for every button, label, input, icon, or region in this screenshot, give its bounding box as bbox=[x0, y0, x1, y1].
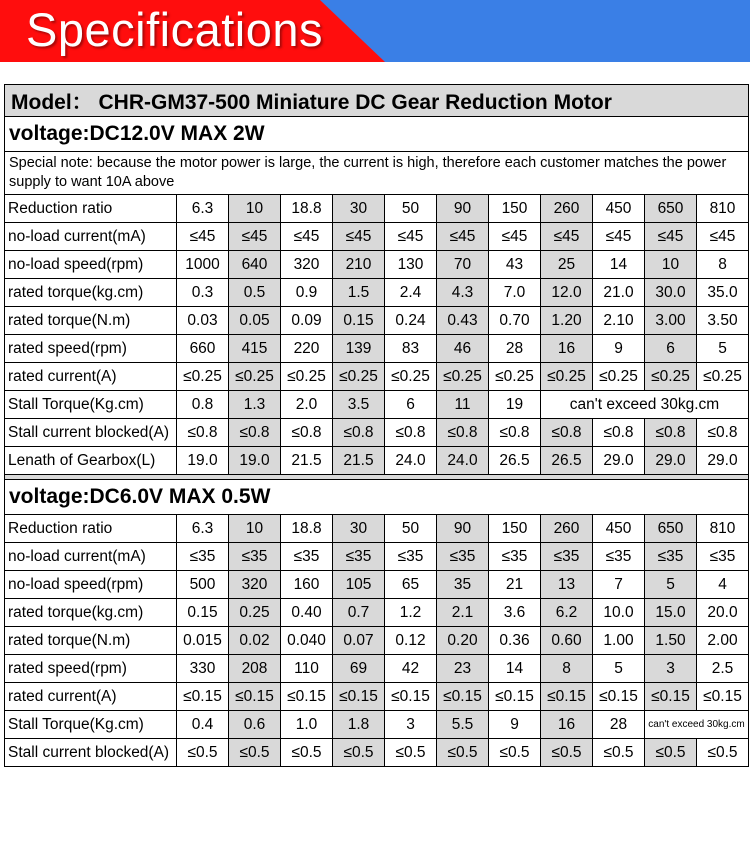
spec-label: no-load current(mA) bbox=[5, 543, 177, 571]
spec-value: 450 bbox=[593, 515, 645, 543]
spec-value: ≤35 bbox=[645, 543, 697, 571]
spec-label: rated torque(kg.cm) bbox=[5, 279, 177, 307]
spec-value: 2.5 bbox=[697, 655, 749, 683]
spec-value: 0.07 bbox=[333, 627, 385, 655]
spec-value: ≤0.15 bbox=[281, 683, 333, 711]
spec-value: 15.0 bbox=[645, 599, 697, 627]
spec-value: 6 bbox=[645, 335, 697, 363]
spec-value: 19 bbox=[489, 391, 541, 419]
spec-value: 50 bbox=[385, 515, 437, 543]
spec-value: ≤35 bbox=[437, 543, 489, 571]
spec-value: ≤0.15 bbox=[541, 683, 593, 711]
spec-value: 16 bbox=[541, 711, 593, 739]
spec-label: no-load speed(rpm) bbox=[5, 571, 177, 599]
spec-value: ≤0.8 bbox=[177, 419, 229, 447]
spec-value: 21.5 bbox=[281, 447, 333, 475]
spec-value: 35 bbox=[437, 571, 489, 599]
spec-value: ≤45 bbox=[385, 223, 437, 251]
spec-value: 0.15 bbox=[333, 307, 385, 335]
spec-row bbox=[5, 391, 749, 419]
spec-value: 65 bbox=[385, 571, 437, 599]
spec-row bbox=[5, 419, 749, 447]
spec-value: 6.2 bbox=[541, 599, 593, 627]
spec-value: ≤0.8 bbox=[437, 419, 489, 447]
spec-label: Reduction ratio bbox=[5, 515, 177, 543]
spec-value: ≤35 bbox=[541, 543, 593, 571]
spec-value: 28 bbox=[593, 711, 645, 739]
spec-value: 0.040 bbox=[281, 627, 333, 655]
spec-value: ≤0.25 bbox=[437, 363, 489, 391]
spec-value: ≤0.8 bbox=[385, 419, 437, 447]
spec-value: ≤45 bbox=[541, 223, 593, 251]
spec-value: ≤0.8 bbox=[281, 419, 333, 447]
spec-value: 130 bbox=[385, 251, 437, 279]
spec-row bbox=[5, 307, 749, 335]
spec-value: 26.5 bbox=[541, 447, 593, 475]
spec-value: 0.09 bbox=[281, 307, 333, 335]
spec-label: Stall current blocked(A) bbox=[5, 739, 177, 767]
spec-value: 1.20 bbox=[541, 307, 593, 335]
spec-value: 0.24 bbox=[385, 307, 437, 335]
spec-value: 28 bbox=[489, 335, 541, 363]
spec-row bbox=[5, 447, 749, 475]
spec-value: 90 bbox=[437, 195, 489, 223]
spec-value: 0.12 bbox=[385, 627, 437, 655]
spec-value: 320 bbox=[229, 571, 281, 599]
spec-value: 3 bbox=[385, 711, 437, 739]
spec-value: ≤0.25 bbox=[177, 363, 229, 391]
spec-label: rated speed(rpm) bbox=[5, 655, 177, 683]
spec-value: 5.5 bbox=[437, 711, 489, 739]
spec-value: 160 bbox=[281, 571, 333, 599]
spec-value: 660 bbox=[177, 335, 229, 363]
spec-value: ≤0.15 bbox=[489, 683, 541, 711]
spec-value: 1.50 bbox=[645, 627, 697, 655]
spec-value: ≤0.8 bbox=[645, 419, 697, 447]
spec-row bbox=[5, 739, 749, 767]
spec-value: ≤0.25 bbox=[645, 363, 697, 391]
spec-value: ≤0.15 bbox=[177, 683, 229, 711]
spec-value: 0.9 bbox=[281, 279, 333, 307]
spec-value: 0.02 bbox=[229, 627, 281, 655]
spec-value: 14 bbox=[489, 655, 541, 683]
spec-value: ≤0.25 bbox=[697, 363, 749, 391]
spec-value: 0.8 bbox=[177, 391, 229, 419]
note-row bbox=[5, 152, 749, 195]
spec-value: ≤0.15 bbox=[437, 683, 489, 711]
spec-row bbox=[5, 515, 749, 543]
spec-value: 210 bbox=[333, 251, 385, 279]
spec-value: 320 bbox=[281, 251, 333, 279]
spec-value: ≤35 bbox=[281, 543, 333, 571]
spec-value: ≤35 bbox=[385, 543, 437, 571]
spec-value: 105 bbox=[333, 571, 385, 599]
spec-value: 1.0 bbox=[281, 711, 333, 739]
spec-value: 25 bbox=[541, 251, 593, 279]
spec-value: 16 bbox=[541, 335, 593, 363]
spec-label: Lenath of Gearbox(L) bbox=[5, 447, 177, 475]
spec-value: ≤0.25 bbox=[333, 363, 385, 391]
spec-value: ≤45 bbox=[437, 223, 489, 251]
spec-row bbox=[5, 655, 749, 683]
spec-value: 19.0 bbox=[229, 447, 281, 475]
spec-value: ≤0.15 bbox=[697, 683, 749, 711]
spec-label: rated torque(N.m) bbox=[5, 307, 177, 335]
spec-value: 46 bbox=[437, 335, 489, 363]
spec-value: ≤45 bbox=[229, 223, 281, 251]
spec-value: 0.15 bbox=[177, 599, 229, 627]
spec-value: 3.5 bbox=[333, 391, 385, 419]
spec-value: 3.6 bbox=[489, 599, 541, 627]
spec-value: ≤0.15 bbox=[333, 683, 385, 711]
spec-value: 6 bbox=[385, 391, 437, 419]
spec-value: 69 bbox=[333, 655, 385, 683]
spec-value: 0.5 bbox=[229, 279, 281, 307]
spec-value: ≤0.5 bbox=[593, 739, 645, 767]
spec-value: 1.00 bbox=[593, 627, 645, 655]
spec-value: 4 bbox=[697, 571, 749, 599]
spec-value: ≤0.5 bbox=[697, 739, 749, 767]
specifications-banner bbox=[0, 0, 750, 62]
spec-label: no-load current(mA) bbox=[5, 223, 177, 251]
spec-value: 29.0 bbox=[697, 447, 749, 475]
spec-label: rated speed(rpm) bbox=[5, 335, 177, 363]
spec-label: Stall Torque(Kg.cm) bbox=[5, 711, 177, 739]
spec-value: 0.015 bbox=[177, 627, 229, 655]
spec-value: 8 bbox=[697, 251, 749, 279]
spec-value: ≤45 bbox=[697, 223, 749, 251]
spec-value: ≤35 bbox=[489, 543, 541, 571]
spec-value-span: can't exceed 30kg.cm bbox=[541, 391, 749, 419]
spec-value: 10.0 bbox=[593, 599, 645, 627]
spec-value: ≤45 bbox=[489, 223, 541, 251]
spec-value: 11 bbox=[437, 391, 489, 419]
spec-value: ≤35 bbox=[177, 543, 229, 571]
spec-value: 2.1 bbox=[437, 599, 489, 627]
spec-value: ≤0.8 bbox=[229, 419, 281, 447]
spec-value: 1000 bbox=[177, 251, 229, 279]
spec-value: 14 bbox=[593, 251, 645, 279]
spec-value: 24.0 bbox=[385, 447, 437, 475]
spec-value: 6.3 bbox=[177, 195, 229, 223]
spec-value: ≤45 bbox=[177, 223, 229, 251]
spec-row bbox=[5, 335, 749, 363]
spec-value: ≤0.5 bbox=[385, 739, 437, 767]
spec-value: ≤0.5 bbox=[281, 739, 333, 767]
spec-value: 9 bbox=[593, 335, 645, 363]
spec-value: ≤45 bbox=[333, 223, 385, 251]
special-note: Special note: because the motor power is large, the current is high, therefore each customer matches the power supply to want 10A above bbox=[5, 152, 749, 195]
spec-row bbox=[5, 363, 749, 391]
spec-value: 640 bbox=[229, 251, 281, 279]
spec-value: ≤0.8 bbox=[541, 419, 593, 447]
spec-value: 0.03 bbox=[177, 307, 229, 335]
spec-value: 0.7 bbox=[333, 599, 385, 627]
spec-value: 0.43 bbox=[437, 307, 489, 335]
spec-value: 29.0 bbox=[645, 447, 697, 475]
spec-value: 450 bbox=[593, 195, 645, 223]
spec-value: 21.0 bbox=[593, 279, 645, 307]
spec-value: ≤0.25 bbox=[281, 363, 333, 391]
spec-value: ≤35 bbox=[593, 543, 645, 571]
spec-value: ≤0.5 bbox=[645, 739, 697, 767]
spec-value: 26.5 bbox=[489, 447, 541, 475]
spec-value: 12.0 bbox=[541, 279, 593, 307]
spec-label: Stall Torque(Kg.cm) bbox=[5, 391, 177, 419]
spec-value: can't exceed 30kg.cm bbox=[645, 711, 749, 739]
spec-value: 5 bbox=[697, 335, 749, 363]
spec-value: ≤0.15 bbox=[229, 683, 281, 711]
spec-value: 13 bbox=[541, 571, 593, 599]
spec-row bbox=[5, 683, 749, 711]
spec-value: 10 bbox=[229, 195, 281, 223]
spec-value: 18.8 bbox=[281, 515, 333, 543]
spec-value: 139 bbox=[333, 335, 385, 363]
spec-value: 415 bbox=[229, 335, 281, 363]
banner-title: Specifications bbox=[26, 3, 323, 56]
spec-value: 8 bbox=[541, 655, 593, 683]
spec-value: ≤0.25 bbox=[593, 363, 645, 391]
spec-value: 150 bbox=[489, 195, 541, 223]
spec-value: 0.60 bbox=[541, 627, 593, 655]
spec-value: 35.0 bbox=[697, 279, 749, 307]
spec-value: ≤0.5 bbox=[541, 739, 593, 767]
spec-value: 650 bbox=[645, 515, 697, 543]
spec-value: 50 bbox=[385, 195, 437, 223]
spec-value: ≤45 bbox=[593, 223, 645, 251]
spec-row bbox=[5, 195, 749, 223]
spec-value: 10 bbox=[645, 251, 697, 279]
spec-value: 1.3 bbox=[229, 391, 281, 419]
spec-row bbox=[5, 223, 749, 251]
spec-value: 2.00 bbox=[697, 627, 749, 655]
spec-value: ≤0.25 bbox=[489, 363, 541, 391]
spec-value: 3 bbox=[645, 655, 697, 683]
spec-value: 0.20 bbox=[437, 627, 489, 655]
spec-value: 21.5 bbox=[333, 447, 385, 475]
spec-value: 0.40 bbox=[281, 599, 333, 627]
spec-row bbox=[5, 599, 749, 627]
spec-value: 29.0 bbox=[593, 447, 645, 475]
spec-table bbox=[4, 84, 749, 767]
spec-label: rated current(A) bbox=[5, 363, 177, 391]
spec-value: 150 bbox=[489, 515, 541, 543]
spec-value: ≤0.5 bbox=[437, 739, 489, 767]
spec-value: 7 bbox=[593, 571, 645, 599]
spec-value: 3.50 bbox=[697, 307, 749, 335]
spec-value: ≤35 bbox=[333, 543, 385, 571]
spec-value: 3.00 bbox=[645, 307, 697, 335]
spec-value: 1.8 bbox=[333, 711, 385, 739]
spec-value: ≤0.8 bbox=[333, 419, 385, 447]
spec-value: ≤0.25 bbox=[229, 363, 281, 391]
spec-value: 0.25 bbox=[229, 599, 281, 627]
spec-value: ≤35 bbox=[229, 543, 281, 571]
spec-value: ≤0.15 bbox=[593, 683, 645, 711]
spec-row bbox=[5, 543, 749, 571]
spec-value: 810 bbox=[697, 515, 749, 543]
voltage-row bbox=[5, 480, 749, 515]
spec-value: 9 bbox=[489, 711, 541, 739]
spec-value: ≤0.25 bbox=[385, 363, 437, 391]
spec-label: Stall current blocked(A) bbox=[5, 419, 177, 447]
spec-value: 18.8 bbox=[281, 195, 333, 223]
spec-value: 20.0 bbox=[697, 599, 749, 627]
spec-value: 42 bbox=[385, 655, 437, 683]
spec-value: 23 bbox=[437, 655, 489, 683]
spec-row bbox=[5, 711, 749, 739]
spec-value: 650 bbox=[645, 195, 697, 223]
spec-value: 0.36 bbox=[489, 627, 541, 655]
spec-label: rated current(A) bbox=[5, 683, 177, 711]
spec-label: rated torque(kg.cm) bbox=[5, 599, 177, 627]
spec-value: ≤0.5 bbox=[177, 739, 229, 767]
spec-row bbox=[5, 279, 749, 307]
spec-value: ≤45 bbox=[281, 223, 333, 251]
spec-value: 7.0 bbox=[489, 279, 541, 307]
spec-value: ≤0.15 bbox=[385, 683, 437, 711]
spec-value: 500 bbox=[177, 571, 229, 599]
spec-value: 30 bbox=[333, 515, 385, 543]
spec-value: ≤0.25 bbox=[541, 363, 593, 391]
spec-value: 90 bbox=[437, 515, 489, 543]
spec-value: ≤35 bbox=[697, 543, 749, 571]
spec-row bbox=[5, 571, 749, 599]
voltage-heading: voltage:DC12.0V MAX 2W bbox=[5, 117, 749, 152]
voltage-row bbox=[5, 117, 749, 152]
spec-value: 5 bbox=[645, 571, 697, 599]
spec-value: 110 bbox=[281, 655, 333, 683]
spec-label: no-load speed(rpm) bbox=[5, 251, 177, 279]
spec-value: ≤0.8 bbox=[593, 419, 645, 447]
spec-value: ≤0.8 bbox=[489, 419, 541, 447]
spec-label: rated torque(N.m) bbox=[5, 627, 177, 655]
spec-value: ≤45 bbox=[645, 223, 697, 251]
spec-value: 0.70 bbox=[489, 307, 541, 335]
spec-value: 0.05 bbox=[229, 307, 281, 335]
spec-value: 83 bbox=[385, 335, 437, 363]
spec-row bbox=[5, 627, 749, 655]
spec-value: 19.0 bbox=[177, 447, 229, 475]
spec-value: 43 bbox=[489, 251, 541, 279]
spec-value: 30.0 bbox=[645, 279, 697, 307]
spec-value: 21 bbox=[489, 571, 541, 599]
spec-value: ≤0.5 bbox=[333, 739, 385, 767]
spec-value: 330 bbox=[177, 655, 229, 683]
spec-value: 5 bbox=[593, 655, 645, 683]
spec-value: 260 bbox=[541, 515, 593, 543]
spec-value: 4.3 bbox=[437, 279, 489, 307]
voltage-heading: voltage:DC6.0V MAX 0.5W bbox=[5, 480, 749, 515]
spec-value: 6.3 bbox=[177, 515, 229, 543]
spec-value: 260 bbox=[541, 195, 593, 223]
spec-value: 2.4 bbox=[385, 279, 437, 307]
spec-value: ≤0.8 bbox=[697, 419, 749, 447]
spec-value: 0.6 bbox=[229, 711, 281, 739]
spec-value: ≤0.15 bbox=[645, 683, 697, 711]
spec-value: 0.4 bbox=[177, 711, 229, 739]
spec-row bbox=[5, 251, 749, 279]
model-row bbox=[5, 85, 749, 117]
spec-value: 2.0 bbox=[281, 391, 333, 419]
model-title: Model： CHR-GM37-500 Miniature DC Gear Reduction Motor bbox=[5, 85, 749, 117]
spec-value: ≤0.5 bbox=[489, 739, 541, 767]
spec-value: 2.10 bbox=[593, 307, 645, 335]
spec-value: 10 bbox=[229, 515, 281, 543]
spec-value: ≤0.5 bbox=[229, 739, 281, 767]
spec-value: 24.0 bbox=[437, 447, 489, 475]
spec-label: Reduction ratio bbox=[5, 195, 177, 223]
spec-value: 1.2 bbox=[385, 599, 437, 627]
spec-value: 208 bbox=[229, 655, 281, 683]
spec-value: 810 bbox=[697, 195, 749, 223]
spec-value: 0.3 bbox=[177, 279, 229, 307]
spec-value: 220 bbox=[281, 335, 333, 363]
spec-value: 1.5 bbox=[333, 279, 385, 307]
spec-value: 70 bbox=[437, 251, 489, 279]
spec-value: 30 bbox=[333, 195, 385, 223]
